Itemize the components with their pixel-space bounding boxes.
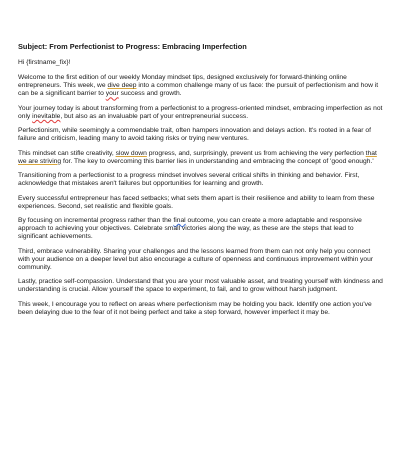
- email-paragraph: [18, 278, 384, 294]
- email-paragraph: [18, 172, 384, 188]
- paragraph-text: outcome, you can create a more adaptable and responsive approach to achieving your objectives. Celebrate small victories along the way, as these are the steps that lead to significant achievements.: [18, 217, 362, 241]
- email-paragraph: [18, 150, 384, 166]
- email-document: [18, 42, 384, 323]
- style-suggestion-flag[interactable]: dive deep: [107, 82, 137, 90]
- paragraph-text: success and growth.: [118, 90, 182, 98]
- email-paragraph: [18, 74, 384, 98]
- spelling-flag[interactable]: inevitable: [32, 112, 61, 120]
- paragraph-text: This week, I encourage you to reflect on areas where perfectionism may be holding you back. Identify one action you've been delaying due to the fear of it not being perfect and take a step forward, however imperfect it may be.: [18, 300, 372, 316]
- email-paragraph: [18, 301, 384, 317]
- email-paragraph: [18, 217, 384, 241]
- paragraph-text: progress, and, surprisingly, prevent us from achieving the very perfection: [146, 149, 366, 157]
- style-suggestion-flag[interactable]: that we are striving: [18, 149, 377, 165]
- email-paragraph: [18, 105, 384, 121]
- paragraph-text: This mindset can stifle creativity,: [18, 149, 116, 157]
- email-paragraph: [18, 127, 384, 143]
- paragraph-text: Perfectionism, while seemingly a commendable trait, often hampers innovation and delays action. It's rooted in a fear of failure and criticism, leading many to avoid taking risks or trying new ventures.: [18, 127, 371, 143]
- paragraph-text: Every successful entrepreneur has faced setbacks; what sets them apart is their resilience and ability to learn from these experiences. Second, set realistic and flexible goals.: [18, 194, 375, 210]
- email-paragraph: [18, 248, 384, 272]
- paragraph-text: Your journey today is about transforming from a perfectionist to a progress-oriented mindset, embracing imperfection as not only: [18, 104, 383, 120]
- paragraph-text: , but also as an invaluable part of your entrepreneurial success.: [60, 112, 249, 120]
- paragraph-text: Lastly, practice self-compassion. Understand that you are your most valuable asset, and treating yourself with kindness and understanding is crucial. Allow yourself the space to experiment, to fail, and to grow without harsh judgment.: [18, 278, 383, 294]
- paragraph-text: into a common challenge many of us face: the pursuit of perfectionism and how it can be a significant barrier to: [18, 82, 379, 98]
- paragraph-text: for. The key to overcoming this barrier lies in understanding and embracing the concept of 'good enough.': [61, 157, 374, 165]
- paragraph-text: Transitioning from a perfectionist to a progress mindset involves several critical shifts in thinking and behavior. First, acknowledge that mistakes aren't failures but opportunities for learning and growth.: [18, 172, 360, 188]
- email-subject: Subject: From Perfectionist to Progress: Embracing Imperfection: [18, 42, 247, 51]
- email-body: [18, 74, 384, 317]
- paragraph-text: By focusing on incremental progress rather than the: [18, 217, 174, 225]
- spelling-flag[interactable]: your: [105, 90, 119, 98]
- style-suggestion-flag[interactable]: slow down: [115, 149, 147, 157]
- email-greeting: Hi {firstname_fix}!: [18, 59, 71, 66]
- paragraph-text: Third, embrace vulnerability. Sharing your challenges and the lessons learned from them can not only help you connect with your audience on a deeper level but also encourage a culture of openness and continuous improvement within your community.: [18, 247, 374, 271]
- grammar-flag[interactable]: final: [173, 217, 186, 225]
- email-paragraph: [18, 195, 384, 211]
- paragraph-text: Welcome to the first edition of our weekly Monday mindset tips, designed exclusively for forward-thinking online entrepreneurs. This week, we: [18, 74, 347, 90]
